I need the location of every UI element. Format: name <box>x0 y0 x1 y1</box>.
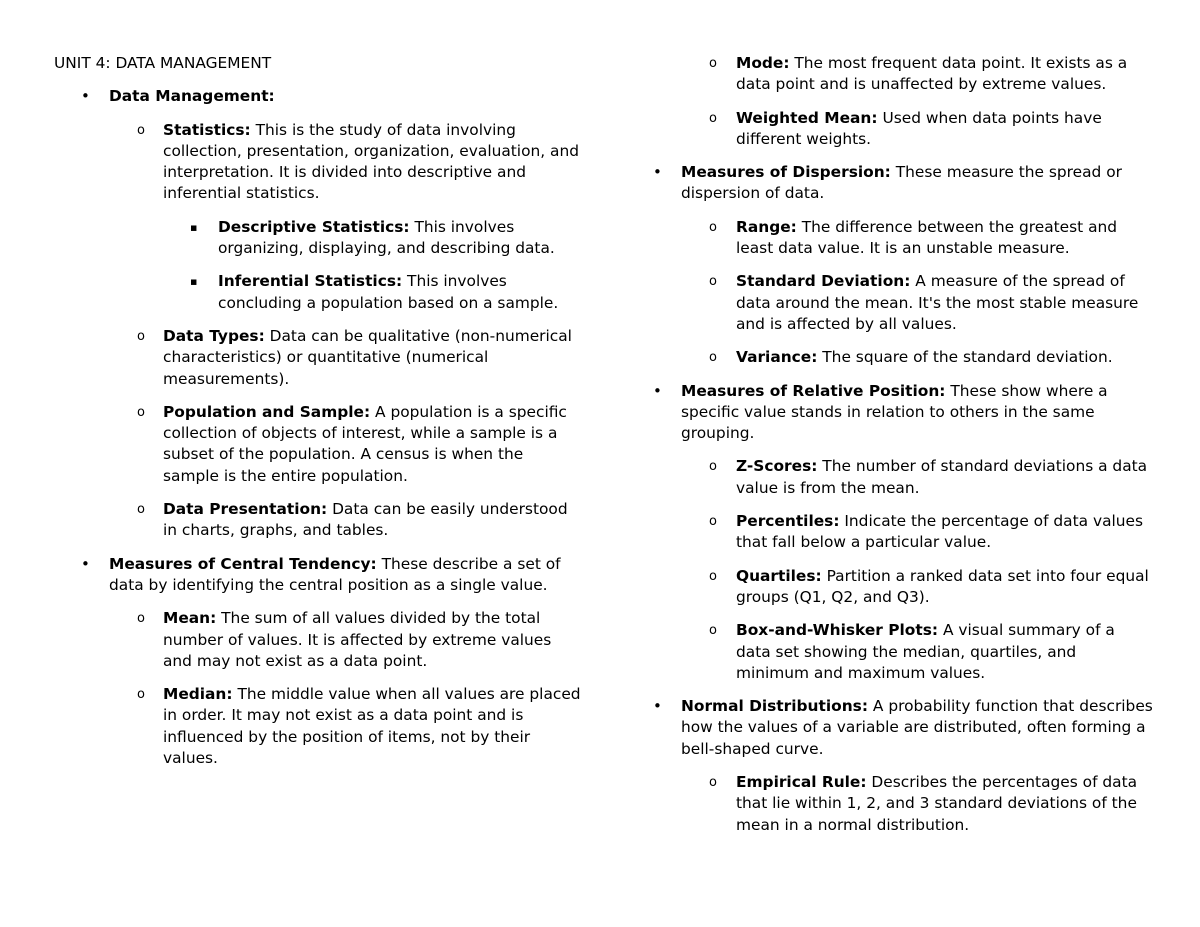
term-label: Variance: <box>736 348 818 367</box>
term-description: This is the study of data involving collection, presentation, organization, evaluation, and interpretation. It is divided into descriptive and inferential statistics. <box>163 120 579 203</box>
term-description: Data can be easily understood in charts, graphs, and tables. <box>163 500 568 540</box>
term-description: Describes the percentages of data that lie within 1, 2, and 3 standard deviations of the mean in a normal distribution. <box>736 773 1138 834</box>
term-label: Percentiles: <box>736 512 840 531</box>
list-item-central-tendency <box>54 554 584 597</box>
term-description: These describe a set of data by identifying the central position as a single value. <box>109 554 561 594</box>
circle-marker: o <box>709 274 717 290</box>
term-label: Measures of Relative Position: <box>681 381 946 400</box>
term-description: Indicate the percentage of data values that fall below a particular value. <box>736 512 1144 552</box>
list-item-weighted-mean <box>653 108 1153 151</box>
term-description: A population is a specific collection of objects of interest, while a sample is a subset of the population. A census is when the sample is the entire population. <box>163 402 567 485</box>
term-label: Quartiles: <box>736 566 822 585</box>
circle-marker: o <box>137 328 145 344</box>
circle-marker: o <box>709 623 717 639</box>
term-label: Inferential Statistics: <box>218 272 403 291</box>
term-label: Mean: <box>163 609 217 628</box>
list-item-dispersion <box>653 162 1153 205</box>
list-item-empirical-rule <box>653 772 1153 836</box>
circle-marker: o <box>709 568 717 584</box>
term-label: Box-and-Whisker Plots: <box>736 621 939 640</box>
list-item-variance <box>653 347 1153 368</box>
list-item-statistics <box>54 120 584 205</box>
term-label: Measures of Dispersion: <box>681 163 891 182</box>
term-description: Partition a ranked data set into four equal groups (Q1, Q2, and Q3). <box>736 566 1149 606</box>
term-label: Data Types: <box>163 326 265 345</box>
circle-marker: o <box>709 514 717 530</box>
term-description: This involves concluding a population based on a sample. <box>218 272 559 312</box>
list-item-z-scores <box>653 456 1153 499</box>
list-item-quartiles <box>653 566 1153 609</box>
term-label: Data Management: <box>109 87 275 106</box>
list-item-descriptive-statistics <box>54 217 584 260</box>
list-item-relative-position <box>653 381 1153 445</box>
term-description: The middle value when all values are placed in order. It may not exist as a data point and is influenced by the position of items, not by their values. <box>163 685 581 768</box>
term-description: A visual summary of a data set showing the median, quartiles, and minimum and maximum values. <box>736 621 1115 682</box>
bullet-marker: • <box>653 381 662 400</box>
circle-marker: o <box>137 687 145 703</box>
term-description: These measure the spread or dispersion of data. <box>681 163 1122 203</box>
list-item-median <box>54 684 584 769</box>
bullet-marker: • <box>653 163 662 182</box>
circle-marker: o <box>137 611 145 627</box>
list-item-box-whisker <box>653 620 1153 684</box>
term-label: Range: <box>736 217 797 236</box>
term-description: The sum of all values divided by the total number of values. It is affected by extreme values and may not exist as a data point. <box>163 609 552 670</box>
term-label: Z-Scores: <box>736 457 818 476</box>
circle-marker: o <box>709 56 717 71</box>
term-description: These show where a specific value stands in relation to others in the same grouping. <box>681 381 1108 443</box>
term-description: A measure of the spread of data around the mean. It's the most stable measure and is affected by all values. <box>736 272 1139 333</box>
term-description: The most frequent data point. It exists as a data point and is unaffected by extreme values. <box>736 54 1128 94</box>
term-label: Normal Distributions: <box>681 697 868 716</box>
bullet-marker: • <box>81 87 90 106</box>
list-item-population-sample <box>54 402 584 487</box>
term-label: Statistics: <box>163 120 251 139</box>
term-label: Median: <box>163 685 233 704</box>
term-description: This involves organizing, displaying, and describing data. <box>218 217 555 258</box>
list-item-percentiles <box>653 511 1153 554</box>
list-item-standard-deviation <box>653 271 1153 335</box>
bullet-marker: • <box>653 697 662 716</box>
term-label: Mode: <box>736 54 790 72</box>
left-column <box>54 53 584 781</box>
list-item-mode <box>653 53 1153 96</box>
term-label: Weighted Mean: <box>736 108 878 127</box>
circle-marker: o <box>709 350 717 366</box>
circle-marker: o <box>137 122 145 138</box>
circle-marker: o <box>709 110 717 126</box>
square-marker: ▪ <box>190 275 198 289</box>
square-marker: ▪ <box>190 220 198 234</box>
list-item-data-presentation <box>54 499 584 542</box>
circle-marker: o <box>709 219 717 235</box>
term-description: A probability function that describes how the values of a variable are distributed, often forming a bell-shaped curve. <box>681 697 1153 758</box>
term-label: Empirical Rule: <box>736 773 867 792</box>
term-label: Data Presentation: <box>163 500 328 519</box>
circle-marker: o <box>709 775 717 791</box>
list-item-data-management <box>54 86 584 107</box>
term-label: Measures of Central Tendency: <box>109 554 377 573</box>
term-label: Standard Deviation: <box>736 272 911 291</box>
circle-marker: o <box>137 502 145 518</box>
term-description: Used when data points have different weights. <box>736 108 1102 148</box>
term-label: Population and Sample: <box>163 402 371 421</box>
circle-marker: o <box>709 459 717 475</box>
term-description: Data can be qualitative (non-numerical characteristics) or quantitative (numerical measurements). <box>163 326 572 388</box>
list-item-range <box>653 217 1153 260</box>
right-column <box>653 53 1153 848</box>
list-item-normal-distributions <box>653 696 1153 760</box>
page-title: UNIT 4: DATA MANAGEMENT <box>54 54 272 72</box>
term-description: The difference between the greatest and least data value. It is an unstable measure. <box>736 217 1118 258</box>
bullet-marker: • <box>81 554 90 573</box>
term-description: The number of standard deviations a data value is from the mean. <box>736 457 1148 497</box>
circle-marker: o <box>137 404 145 420</box>
term-description: The square of the standard deviation. <box>817 348 1113 367</box>
list-item-inferential-statistics <box>54 271 584 314</box>
list-item-mean <box>54 608 584 672</box>
term-label: Descriptive Statistics: <box>218 217 410 236</box>
list-item-data-types <box>54 326 584 390</box>
